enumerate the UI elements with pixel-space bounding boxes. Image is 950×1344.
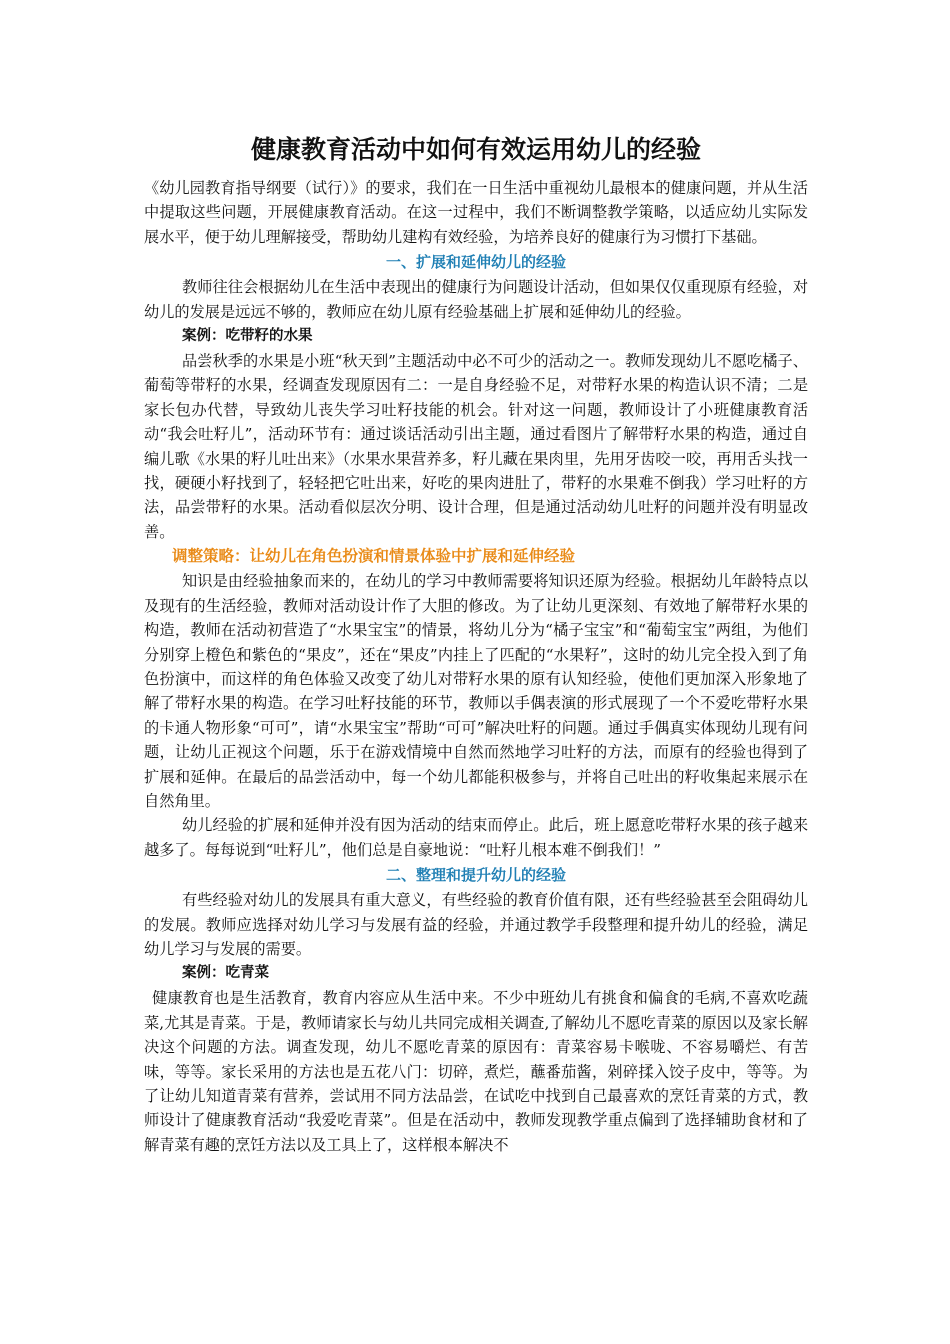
document-page [144,128,808,1157]
document-title: 健康教育活动中如何有效运用幼儿的经验 [250,135,701,164]
case-title-2: 案例：吃青菜 [182,965,269,982]
section2-paragraph: 有些经验对幼儿的发展具有重大意义，有些经验的教育价值有限，还有些经验甚至会阻碍幼儿的发展。教师应选择对幼儿学习与发展有益的经验，并通过教学手段整理和提升幼儿的经验，满足幼儿学习与发展的需要。 [144,891,808,958]
section-heading-1: 一、扩展和延伸幼儿的经验 [385,253,566,272]
section-heading-2: 二、整理和提升幼儿的经验 [385,866,566,885]
section1-paragraph: 教师往往会根据幼儿在生活中表现出的健康行为问题设计活动，但如果仅仅重现原有经验，对幼儿的发展是远远不够的，教师应在幼儿原有经验基础上扩展和延伸幼儿的经验。 [144,278,808,321]
strategy-paragraph-2: 幼儿经验的扩展和延伸并没有因为活动的结束而停止。此后，班上愿意吃带籽水果的孩子越来越多了。每每说到“吐籽儿”，他们总是自豪地说：“吐籽儿根本难不倒我们！” [144,816,808,859]
strategy-paragraph-1: 知识是由经验抽象而来的，在幼儿的学习中教师需要将知识还原为经验。根据幼儿年龄特点以及现有的生活经验，教师对活动设计作了大胆的修改。为了让幼儿更深刻、有效地了解带籽水果的构造，教师在活动初营造了“水果宝宝”的情景，将幼儿分为“橘子宝宝”和“葡萄宝宝”两组，为他们分别穿上橙色和紫色的“果皮”，还在“果皮”内挂上了匹配的“水果籽”，这时的幼儿完全投入到了角色扮演中，而这样的角色体验又改变了幼儿对带籽水果的原有认知经验，使他们更加深入形象地了解了带籽水果的构造。在学习吐籽技能的环节，教师以手偶表演的形式展现了一个不爱吃带籽水果的卡通人物形象“可可”，请“水果宝宝”帮助“可可”解决吐籽的问题。通过手偶真实体现幼儿现有问题，让幼儿正视这个问题，乐于在游戏情境中自然而然地学习吐籽的方法，而原有的经验也得到了扩展和延伸。在最后的品尝活动中，每一个幼儿都能积极参与，并将自己吐出的籽收集起来展示在自然角里。 [144,572,808,810]
case1-paragraph: 品尝秋季的水果是小班“秋天到”主题活动中必不可少的活动之一。教师发现幼儿不愿吃橘子、葡萄等带籽的水果，经调查发现原因有二：一是自身经验不足，对带籽水果的构造认识不清；二是家长包办代替，导致幼儿丧失学习吐籽技能的机会。针对这一问题，教师设计了小班健康教育活动“我会吐籽儿”，活动环节有：通过谈话活动引出主题，通过看图片了解带籽水果的构造，通过自编儿歌《水果的籽儿吐出来》（水果水果营养多，籽儿藏在果肉里，先用牙齿咬一咬，再用舌头找一找，硬硬小籽找到了，轻轻把它吐出来，好吃的果肉进肚了，带籽的水果难不倒我）学习吐籽的方法，品尝带籽的水果。活动看似层次分明、设计合理，但是通过活动幼儿吐籽的问题并没有明显改善。 [144,352,808,541]
case-title-1: 案例：吃带籽的水果 [182,328,313,345]
strategy-heading: 调整策略：让幼儿在角色扮演和情景体验中扩展和延伸经验 [172,547,576,566]
case2-paragraph: 健康教育也是生活教育，教育内容应从生活中来。不少中班幼儿有挑食和偏食的毛病,不喜欢吃蔬菜,尤其是青菜。于是，教师请家长与幼儿共同完成相关调查,了解幼儿不愿吃青菜的原因以及家长解决这个问题的方法。调查发现，幼儿不愿吃青菜的原因有：青菜容易卡喉咙、不容易嚼烂、有苦味，等等。家长采用的方法也是五花八门：切碎，煮烂，蘸番茄酱，剁碎揉入饺子皮中，等等。为了让幼儿知道青菜有营养，尝试用不同方法品尝，在试吃中找到自己最喜欢的烹饪青菜的方式，教师设计了健康教育活动“我爱吃青菜”。但是在活动中，教师发现教学重点偏到了选择辅助食材和了解青菜有趣的烹饪方法以及工具上了，这样根本解决不 [144,989,808,1154]
intro-paragraph: 《幼儿园教育指导纲要（试行）》的要求，我们在一日生活中重视幼儿最根本的健康问题，并从生活中提取这些问题，开展健康教育活动。在这一过程中，我们不断调整教学策略，以适应幼儿实际发展水平，便于幼儿理解接受，帮助幼儿建构有效经验，为培养良好的健康行为习惯打下基础。 [144,179,808,246]
